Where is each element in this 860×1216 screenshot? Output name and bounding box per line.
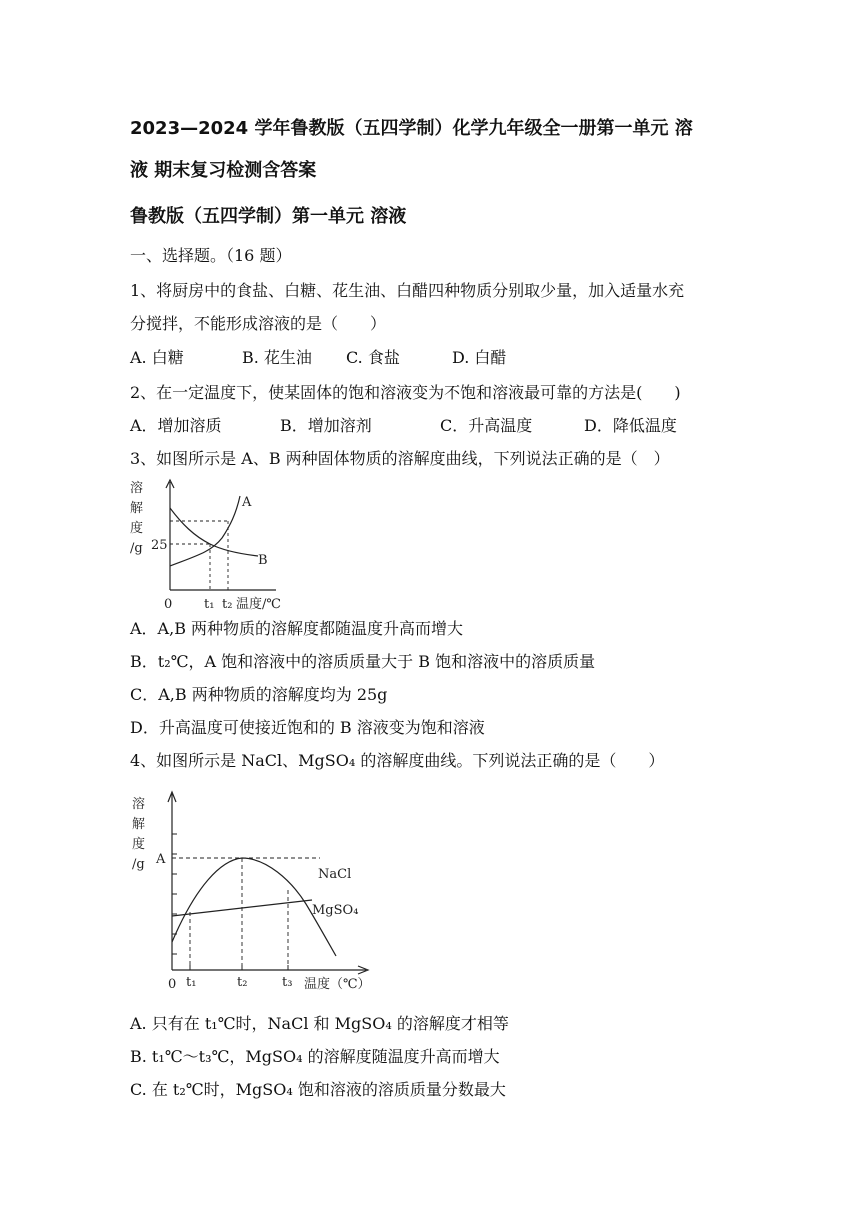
q3-ylabel-2: 解 — [130, 501, 144, 516]
question-1-options — [130, 347, 506, 369]
question-4-stem: 4、如图所示是 NaCl、MgSO₄ 的溶解度曲线。下列说法正确的是（ ） — [130, 751, 665, 770]
document-subtitle: 鲁教版（五四学制）第一单元 溶液 — [130, 206, 407, 227]
q3-curve-a-label: A — [242, 495, 252, 510]
option-d: D. 白醋 — [452, 348, 507, 367]
q4-xlabel: 温度（℃） — [304, 977, 371, 992]
option-d: D．降低温度 — [584, 416, 677, 435]
q3-x-tick-t1: t₁ — [204, 597, 215, 612]
option-c: C. 食盐 — [346, 348, 400, 367]
q4-x-tick-t2: t₂ — [237, 975, 248, 990]
q4-ylabel-3: 度 — [132, 837, 146, 852]
q3-curve-b-label: B — [258, 553, 268, 568]
question-3-option-c: C．A,B 两种物质的溶解度均为 25g — [130, 685, 388, 704]
q4-nacl-label: NaCl — [318, 867, 352, 882]
question-3-solubility-figure — [126, 474, 296, 616]
q3-ylabel-3: 度 — [130, 521, 144, 536]
q4-mgso4-label: MgSO₄ — [312, 903, 359, 918]
q3-curve-b — [170, 508, 258, 556]
question-1-stem-line-2: 分搅拌，不能形成溶液的是（ ） — [130, 314, 387, 333]
question-4-option-c: C. 在 t₂℃时，MgSO₄ 饱和溶液的溶质质量分数最大 — [130, 1080, 506, 1099]
q4-ylabel-2: 解 — [132, 817, 146, 832]
question-3-option-b: B．t₂℃，A 饱和溶液中的溶质质量大于 B 饱和溶液中的溶质质量 — [130, 652, 596, 671]
q3-xlabel: 温度/℃ — [236, 597, 281, 612]
q4-ylabel-4: /g — [132, 857, 145, 872]
q3-x-tick-t2: t₂ — [222, 597, 233, 612]
section-heading: 一、选择题。（16 题） — [130, 246, 292, 265]
question-2-stem: 2、在一定温度下，使某固体的饱和溶液变为不饱和溶液最可靠的方法是( ) — [130, 383, 681, 402]
question-1-stem-line-1: 1、将厨房中的食盐、白糖、花生油、白醋四种物质分别取少量，加入适量水充 — [130, 281, 685, 300]
question-4-option-b: B. t₁℃～t₃℃，MgSO₄ 的溶解度随温度升高而增大 — [130, 1047, 500, 1066]
option-a: A. 白糖 — [130, 348, 184, 367]
q4-ylabel-1: 溶 — [132, 797, 146, 812]
question-3-option-a: A．A,B 两种物质的溶解度都随温度升高而增大 — [130, 619, 464, 638]
q3-ylabel-1: 溶 — [130, 481, 144, 496]
question-3-option-d: D．升高温度可使接近饱和的 B 溶液变为饱和溶液 — [130, 718, 485, 737]
q3-ylabel-4: /g — [130, 541, 143, 556]
question-4-solubility-figure — [126, 786, 386, 996]
option-a: A．增加溶质 — [130, 416, 222, 435]
q4-x-tick-t1: t₁ — [186, 975, 197, 990]
q4-origin-label: 0 — [168, 977, 177, 992]
option-c: C．升高温度 — [440, 416, 533, 435]
q3-curve-a — [170, 496, 240, 566]
q3-y-tick-25: 25 — [151, 538, 168, 553]
option-b: B. 花生油 — [242, 348, 312, 367]
document-title-line-1: 2023—2024 学年鲁教版（五四学制）化学九年级全一册第一单元 溶 — [130, 118, 693, 139]
option-b: B．增加溶剂 — [280, 416, 372, 435]
q3-origin-label: 0 — [164, 597, 173, 612]
question-2-options — [130, 415, 677, 437]
q4-x-tick-t3: t₃ — [282, 975, 293, 990]
question-4-option-a: A. 只有在 t₁℃时，NaCl 和 MgSO₄ 的溶解度才相等 — [130, 1014, 509, 1033]
document-title-line-2: 液 期末复习检测含答案 — [130, 160, 317, 181]
q4-y-tick-a: A — [156, 852, 166, 867]
question-3-stem: 3、如图所示是 A、B 两种固体物质的溶解度曲线，下列说法正确的是（ ） — [130, 449, 670, 468]
